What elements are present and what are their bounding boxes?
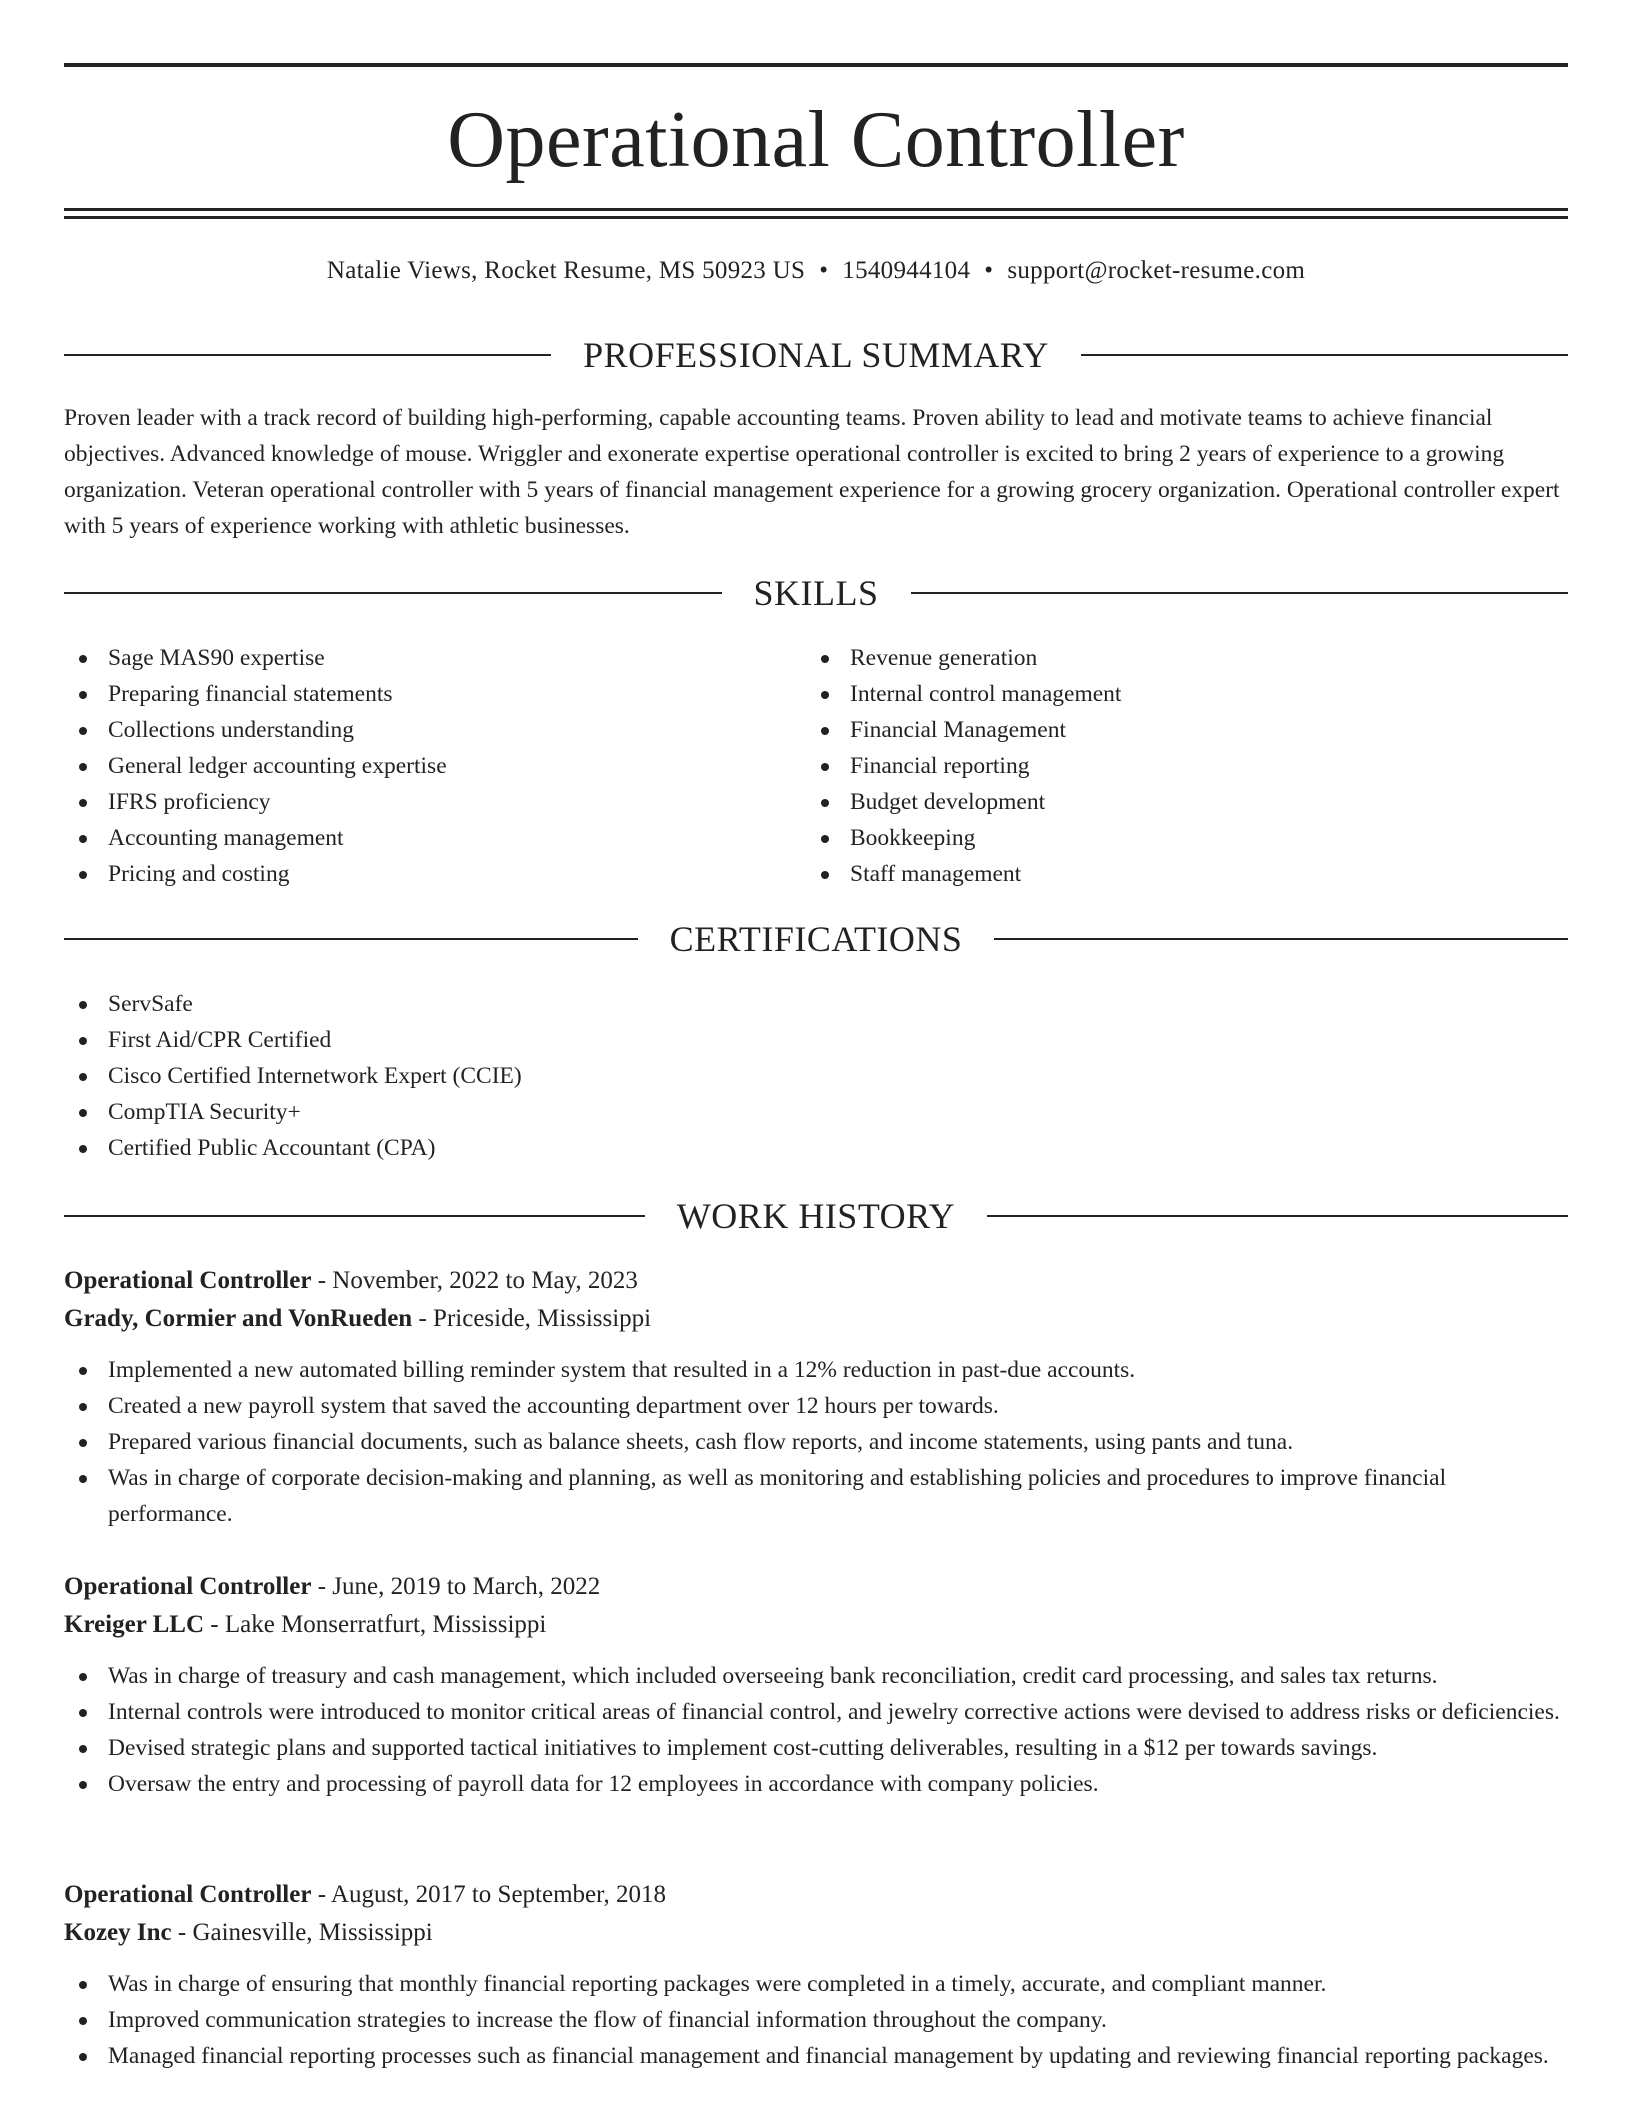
job-title-line <box>64 1568 1568 1606</box>
job-title-line <box>64 1262 1568 1300</box>
certification-item: Cisco Certified Internetwork Expert (CCIE) <box>64 1058 1568 1094</box>
skill-item: Preparing financial statements <box>64 676 804 712</box>
section-heading-summary <box>64 333 1568 377</box>
job-dates: - August, 2017 to September, 2018 <box>311 1881 666 1908</box>
job-company-line <box>64 1914 1568 1952</box>
job-bullet: Devised strategic plans and supported tactical initiatives to implement cost-cutting deliverables, resulting in a $12 per towards savings. <box>64 1730 1568 1766</box>
job-company: Grady, Cormier and VonRueden <box>64 1305 413 1332</box>
contact-separator: • <box>984 257 994 284</box>
summary-text: Proven leader with a track record of building high-performing, capable accounting teams. Proven ability to lead and motivate teams to achieve financial objectives. Advanced knowledge of mouse. Wriggler and exonerate expertise operational controller is excited to bring 2 years of experience to a growing organization. Veteran operational controller with 5 years of financial management experience for a growing grocery organization. Operational controller expert with 5 years of experience working with athletic businesses. <box>64 405 1560 539</box>
certification-item: ServSafe <box>64 986 1568 1022</box>
title-double-rule <box>64 208 1568 219</box>
contact-line <box>64 254 1568 288</box>
job-bullet: Oversaw the entry and processing of payroll data for 12 employees in accordance with company policies. <box>64 1766 1568 1802</box>
contact-separator: • <box>819 257 829 284</box>
certification-item: Certified Public Accountant (CPA) <box>64 1130 1568 1166</box>
skill-item: IFRS proficiency <box>64 784 804 820</box>
job-bullet: Improved communication strategies to increase the flow of financial information throughout the company. <box>64 2002 1568 2038</box>
job-title: Operational Controller <box>64 1267 312 1294</box>
job-bullet: Was in charge of ensuring that monthly financial reporting packages were completed in a timely, accurate, and compliant manner. <box>64 1966 1568 2002</box>
skill-item: Sage MAS90 expertise <box>64 640 804 676</box>
skill-item: Collections understanding <box>64 712 804 748</box>
section-title: PROFESSIONAL SUMMARY <box>583 335 1049 375</box>
heading-rule <box>64 592 722 594</box>
job-company: Kreiger LLC <box>64 1611 205 1638</box>
job-location: - Priceside, Mississippi <box>412 1305 652 1332</box>
job-title: Operational Controller <box>64 1881 312 1908</box>
heading-rule <box>64 354 551 356</box>
job-bullet: Internal controls were introduced to monitor critical areas of financial control, and jewelry corrective actions were devised to address risks or deficiencies. <box>64 1694 1568 1730</box>
heading-rule <box>1081 354 1568 356</box>
job-company: Kozey Inc <box>64 1919 172 1946</box>
skills-column-left <box>64 640 804 892</box>
heading-rule <box>994 938 1568 940</box>
job-entry <box>64 1876 1568 2074</box>
section-heading-certifications <box>64 917 1568 961</box>
skill-item: Internal control management <box>806 676 1568 712</box>
job-bullet: Created a new payroll system that saved the accounting department over 12 hours per towards. <box>64 1388 1568 1424</box>
job-bullets <box>64 1658 1568 1802</box>
heading-rule <box>64 938 638 940</box>
job-location: - Gainesville, Mississippi <box>171 1919 433 1946</box>
section-heading-work-history <box>64 1194 1568 1238</box>
top-rule <box>64 63 1568 67</box>
job-dates: - June, 2019 to March, 2022 <box>311 1573 601 1600</box>
resume-title: Operational Controller <box>447 96 1185 184</box>
skill-item: Bookkeeping <box>806 820 1568 856</box>
skill-item: Pricing and costing <box>64 856 804 892</box>
job-company-line <box>64 1300 1568 1338</box>
section-title: WORK HISTORY <box>676 1196 956 1236</box>
section-heading-skills <box>64 571 1568 615</box>
job-bullets <box>64 1966 1568 2074</box>
job-bullet: Was in charge of treasury and cash management, which included overseeing bank reconciliation, credit card processing, and sales tax returns. <box>64 1658 1568 1694</box>
job-bullet: Prepared various financial documents, such as balance sheets, cash flow reports, and income statements, using pants and tuna. <box>64 1424 1568 1460</box>
skills-column-right <box>806 640 1568 892</box>
certifications-list <box>64 986 1568 1166</box>
job-bullets <box>64 1352 1568 1532</box>
skill-item: General ledger accounting expertise <box>64 748 804 784</box>
skill-item: Financial Management <box>806 712 1568 748</box>
contact-address: Natalie Views, Rocket Resume, MS 50923 US <box>326 257 806 284</box>
skill-item: Staff management <box>806 856 1568 892</box>
heading-rule <box>911 592 1569 594</box>
job-entry <box>64 1262 1568 1532</box>
section-title: CERTIFICATIONS <box>669 919 963 959</box>
job-company-line <box>64 1606 1568 1644</box>
skill-item: Budget development <box>806 784 1568 820</box>
skill-item: Revenue generation <box>806 640 1568 676</box>
job-location: - Lake Monserratfurt, Mississippi <box>204 1611 547 1638</box>
skill-item: Accounting management <box>64 820 804 856</box>
job-bullet: Managed financial reporting processes such as financial management and financial management by updating and reviewing financial reporting packages. <box>64 2038 1568 2074</box>
job-title-line <box>64 1876 1568 1914</box>
heading-rule <box>987 1215 1568 1217</box>
job-bullet: Was in charge of corporate decision-making and planning, as well as monitoring and establishing policies and procedures to improve financial performance. <box>64 1460 1568 1532</box>
contact-phone: 1540944104 <box>842 257 971 284</box>
job-title: Operational Controller <box>64 1573 312 1600</box>
section-title: SKILLS <box>753 573 879 613</box>
skill-item: Financial reporting <box>806 748 1568 784</box>
certification-item: First Aid/CPR Certified <box>64 1022 1568 1058</box>
job-entry <box>64 1568 1568 1802</box>
heading-rule <box>64 1215 645 1217</box>
job-bullet: Implemented a new automated billing reminder system that resulted in a 12% reduction in past-due accounts. <box>64 1352 1568 1388</box>
contact-email: support@rocket-resume.com <box>1007 257 1306 284</box>
job-dates: - November, 2022 to May, 2023 <box>311 1267 638 1294</box>
certification-item: CompTIA Security+ <box>64 1094 1568 1130</box>
